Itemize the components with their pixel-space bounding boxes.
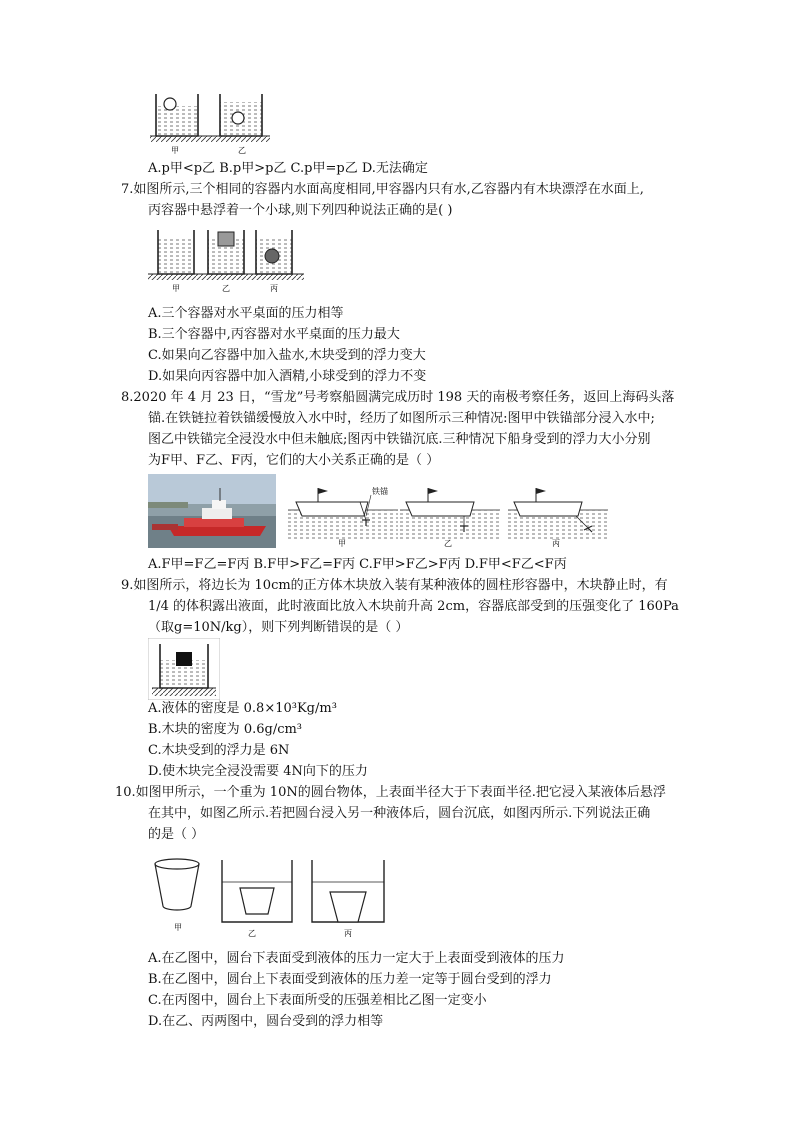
q8-label-yi: 乙 [444,539,452,548]
q8-label-jia: 甲 [338,539,346,548]
q10-figure-jia [150,856,204,934]
q9-stem-1: 9.如图所示，将边长为 10cm的正方体木块放入装有某种液体的圆柱形容器中，木块静止时，有 [121,578,668,593]
q8-diagram-jia [288,476,398,548]
q7-option-b: B.三个容器中,丙容器对水平桌面的压力最大 [148,327,400,342]
q9-option-b: B.木块的密度为 0.6g/cm³ [148,722,303,737]
q7-label-bing: 丙 [270,284,278,293]
q7-label-yi: 乙 [222,284,230,293]
q9-option-d: D.使木块完全浸没需要 4N向下的压力 [148,764,368,779]
q8-stem-3: 图乙中铁锚完全浸没水中但未触底;图丙中铁锚沉底.三种情况下船身受到的浮力大小分别 [148,432,651,447]
q8-stem-1: 8.2020 年 4 月 23 日，“雪龙”号考察船圆满完成历时 198 天的南极考察任务，返回上海码头落 [121,390,675,405]
q7-stem-2: 丙容器中悬浮着一个小球,则下列四种说法正确的是( ) [148,203,453,218]
q10-label-yi: 乙 [248,929,256,938]
q6-ball-1 [164,98,176,110]
q10-figure-bing [308,856,388,938]
q10-option-b: B.在乙图中，圆台上下表面受到液体的压力差一定等于圆台受到的浮力 [148,972,552,987]
q8-diagram-yi [400,476,500,548]
q10-stem-2: 在其中，如图乙所示.若把圆台浸入另一种液体后，圆台沉底，如图丙所示.下列说法正确 [148,806,651,821]
q6-label-jia: 甲 [171,146,179,155]
q9-option-a: A.液体的密度是 0.8×10³Kg/m³ [148,701,337,716]
q6-label-yi: 乙 [238,146,246,155]
q10-option-a: A.在乙图中，圆台下表面受到液体的压力一定大于上表面受到液体的压力 [148,951,565,966]
q8-anchor-label: 铁锚 [372,487,388,496]
q10-label-jia: 甲 [174,923,182,932]
q7-figure [146,226,306,296]
q7-option-a: A.三个容器对水平桌面的压力相等 [148,306,344,321]
q8-diagram-bing [508,476,608,548]
q10-stem-3: 的是（ ） [148,827,205,842]
q6-options: A.p甲<p乙 B.p甲>p乙 C.p甲=p乙 D.无法确定 [148,161,428,176]
q7-label-jia: 甲 [172,284,180,293]
q6-figure [146,92,276,156]
q7-small-ball [265,249,279,263]
q7-option-c: C.如果向乙容器中加入盐水,木块受到的浮力变大 [148,348,426,363]
q10-figure-yi [218,856,296,938]
q7-option-d: D.如果向丙容器中加入酒精,小球受到的浮力不变 [148,369,427,384]
q8-stem-2: 锚.在铁链拉着铁锚缓慢放入水中时，经历了如图所示三种情况:图甲中铁锚部分浸入水中; [148,411,655,426]
q8-label-bing: 丙 [552,539,560,548]
q8-stem-4: 为F甲、F乙、F丙，它们的大小关系正确的是（ ） [148,453,440,468]
q8-options: A.F甲=F乙=F丙 B.F甲>F乙=F丙 C.F甲>F乙>F丙 D.F甲<F乙<F丙 [148,557,567,572]
q7-wood-block [218,232,234,246]
q9-figure [148,638,220,700]
q6-ball-2 [232,112,244,124]
q10-option-d: D.在乙、丙两图中，圆台受到的浮力相等 [148,1014,384,1029]
q9-stem-3: （取g=10N/kg），则下列判断错误的是（ ） [148,620,409,635]
q7-stem-1: 7.如图所示,三个相同的容器内水面高度相同,甲容器内只有水,乙容器内有木块漂浮在水面上, [121,182,644,197]
q9-wood-block [176,652,192,666]
q8-ship-photo [148,474,276,548]
q10-stem-1: 10.如图甲所示，一个重为 10N的圆台物体，上表面半径大于下表面半径.把它浸入某液体后悬浮 [115,785,666,800]
q9-stem-2: 1/4 的体积露出液面，此时液面比放入木块前升高 2cm，容器底部受到的压强变化了 160Pa [148,599,679,614]
q10-label-bing: 丙 [344,929,352,938]
q10-option-c: C.在丙图中，圆台上下表面所受的压强差相比乙图一定变小 [148,993,487,1008]
q9-option-c: C.木块受到的浮力是 6N [148,743,290,758]
